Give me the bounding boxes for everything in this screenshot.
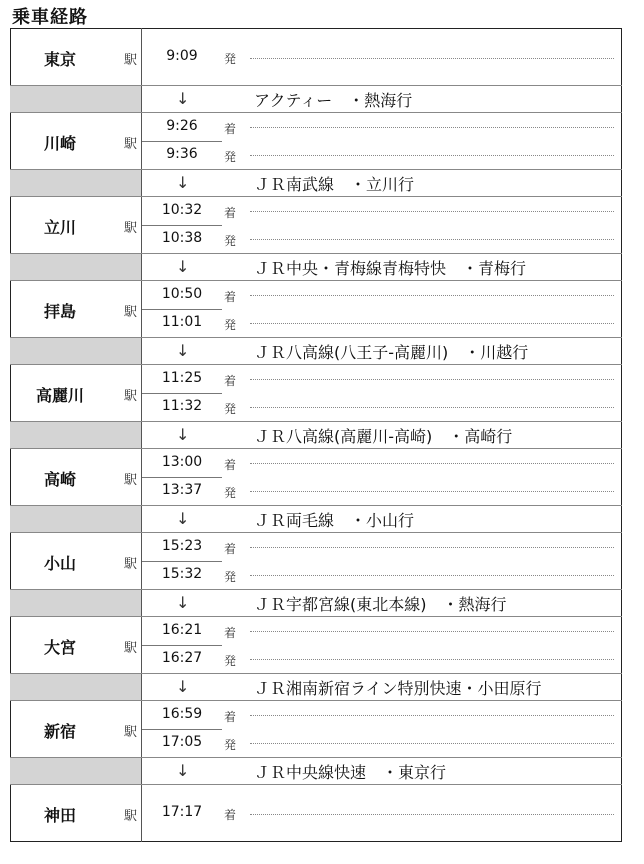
departure-label: 発 <box>224 234 237 248</box>
memo-line <box>250 211 614 212</box>
train-line: ＪＲ南武線 ・立川行 <box>254 175 415 194</box>
station-name: 川崎 <box>43 134 76 153</box>
train-line: ＪＲ両毛線 ・小山行 <box>254 511 415 530</box>
arrival-time: 16:21 <box>161 622 203 638</box>
train-line: ＪＲ中央・青梅線青梅特快 ・青梅行 <box>254 259 527 278</box>
connector-shade <box>10 758 141 784</box>
time-divider <box>142 645 222 646</box>
arrival-label: 着 <box>224 206 237 220</box>
down-arrow-icon: ↓ <box>176 89 190 108</box>
station-row-start <box>10 29 622 85</box>
station-row <box>10 701 622 757</box>
connection-row <box>10 421 622 449</box>
connector-shade <box>10 170 141 196</box>
down-arrow-icon: ↓ <box>176 677 190 696</box>
time-divider <box>142 729 222 730</box>
down-arrow-icon: ↓ <box>176 761 190 780</box>
station-suffix: 駅 <box>124 53 138 68</box>
page-title: 乗車経路 <box>12 7 88 28</box>
memo-line <box>250 407 614 408</box>
station-row <box>10 365 622 421</box>
time-divider <box>142 141 222 142</box>
time-divider <box>142 477 222 478</box>
arrival-label: 着 <box>224 290 237 304</box>
connection-row <box>10 505 622 533</box>
arrival-time: 10:50 <box>161 286 203 302</box>
memo-line <box>250 743 614 744</box>
memo-line <box>250 379 614 380</box>
station-row <box>10 281 622 337</box>
down-arrow-icon: ↓ <box>176 257 190 276</box>
station-row <box>10 113 622 169</box>
memo-line <box>250 155 614 156</box>
station-row <box>10 533 622 589</box>
station-name: 立川 <box>43 218 76 237</box>
station-suffix: 駅 <box>124 305 138 320</box>
station-name: 新宿 <box>43 722 76 741</box>
connection-row <box>10 337 622 365</box>
time-divider <box>142 561 222 562</box>
down-arrow-icon: ↓ <box>176 341 190 360</box>
memo-line <box>250 631 614 632</box>
departure-time: 11:32 <box>161 398 203 414</box>
memo-line <box>250 814 614 815</box>
memo-line <box>250 239 614 240</box>
departure-label: 発 <box>224 738 237 752</box>
memo-line <box>250 715 614 716</box>
arrival-label: 着 <box>224 808 237 822</box>
memo-line <box>250 575 614 576</box>
arrival-label: 着 <box>224 374 237 388</box>
arrival-label: 着 <box>224 710 237 724</box>
memo-line <box>250 323 614 324</box>
departure-time: 10:38 <box>161 230 203 246</box>
station-suffix: 駅 <box>124 557 138 572</box>
time-divider <box>142 309 222 310</box>
connection-row <box>10 253 622 281</box>
station-name: 神田 <box>43 806 76 825</box>
arrival-time: 10:32 <box>161 202 203 218</box>
arrival-time: 16:59 <box>161 706 203 722</box>
connector-shade <box>10 422 141 448</box>
arrival-label: 着 <box>224 122 237 136</box>
departure-label: 発 <box>224 52 237 66</box>
down-arrow-icon: ↓ <box>176 173 190 192</box>
memo-line <box>250 295 614 296</box>
memo-line <box>250 491 614 492</box>
train-line: ＪＲ八高線(高麗川-高崎) ・高崎行 <box>254 427 513 446</box>
arrival-time: 17:17 <box>161 804 203 820</box>
station-row <box>10 617 622 673</box>
arrival-label: 着 <box>224 458 237 472</box>
departure-time: 9:36 <box>166 146 198 162</box>
train-line: ＪＲ湘南新宿ライン特別快速・小田原行 <box>254 679 542 698</box>
station-suffix: 駅 <box>124 725 138 740</box>
arrival-time: 15:23 <box>161 538 203 554</box>
connector-shade <box>10 506 141 532</box>
departure-label: 発 <box>224 486 237 500</box>
down-arrow-icon: ↓ <box>176 425 190 444</box>
time-divider <box>142 393 222 394</box>
train-line: ＪＲ中央線快速 ・東京行 <box>254 763 447 782</box>
arrival-time: 11:25 <box>161 370 203 386</box>
connection-row <box>10 589 622 617</box>
memo-line <box>250 463 614 464</box>
connector-shade <box>10 338 141 364</box>
departure-label: 発 <box>224 318 237 332</box>
down-arrow-icon: ↓ <box>176 593 190 612</box>
connector-shade <box>10 590 141 616</box>
memo-line <box>250 58 614 59</box>
departure-time: 13:37 <box>161 482 203 498</box>
station-name: 大宮 <box>43 638 76 657</box>
station-row <box>10 197 622 253</box>
train-line: ＪＲ宇都宮線(東北本線) ・熱海行 <box>254 595 507 614</box>
memo-line <box>250 547 614 548</box>
departure-label: 発 <box>224 150 237 164</box>
connection-row <box>10 673 622 701</box>
station-suffix: 駅 <box>124 473 138 488</box>
time-divider <box>142 225 222 226</box>
departure-time: 16:27 <box>161 650 203 666</box>
train-line: ＪＲ八高線(八王子-高麗川) ・川越行 <box>254 343 529 362</box>
station-name: 高崎 <box>43 470 76 489</box>
station-suffix: 駅 <box>124 389 138 404</box>
station-suffix: 駅 <box>124 137 138 152</box>
departure-label: 発 <box>224 402 237 416</box>
departure-time: 11:01 <box>161 314 203 330</box>
station-name: 拝島 <box>43 302 76 321</box>
station-row <box>10 449 622 505</box>
memo-line <box>250 659 614 660</box>
connection-row <box>10 85 622 113</box>
arrival-time: 13:00 <box>161 454 203 470</box>
train-line: アクティー ・熱海行 <box>254 91 413 110</box>
arrival-time: 9:26 <box>166 118 198 134</box>
connection-row <box>10 757 622 785</box>
connection-row <box>10 169 622 197</box>
station-suffix: 駅 <box>124 221 138 236</box>
station-row-final <box>10 785 622 841</box>
station-name: 東京 <box>43 50 76 69</box>
departure-time: 9:09 <box>166 48 198 64</box>
station-suffix: 駅 <box>124 641 138 656</box>
departure-label: 発 <box>224 654 237 668</box>
down-arrow-icon: ↓ <box>176 509 190 528</box>
arrival-label: 着 <box>224 542 237 556</box>
connector-shade <box>10 86 141 112</box>
station-name: 高麗川 <box>35 386 84 405</box>
departure-time: 17:05 <box>161 734 203 750</box>
station-name: 小山 <box>43 554 76 573</box>
memo-line <box>250 127 614 128</box>
connector-shade <box>10 674 141 700</box>
departure-time: 15:32 <box>161 566 203 582</box>
departure-label: 発 <box>224 570 237 584</box>
arrival-label: 着 <box>224 626 237 640</box>
connector-shade <box>10 254 141 280</box>
station-suffix: 駅 <box>124 809 138 824</box>
